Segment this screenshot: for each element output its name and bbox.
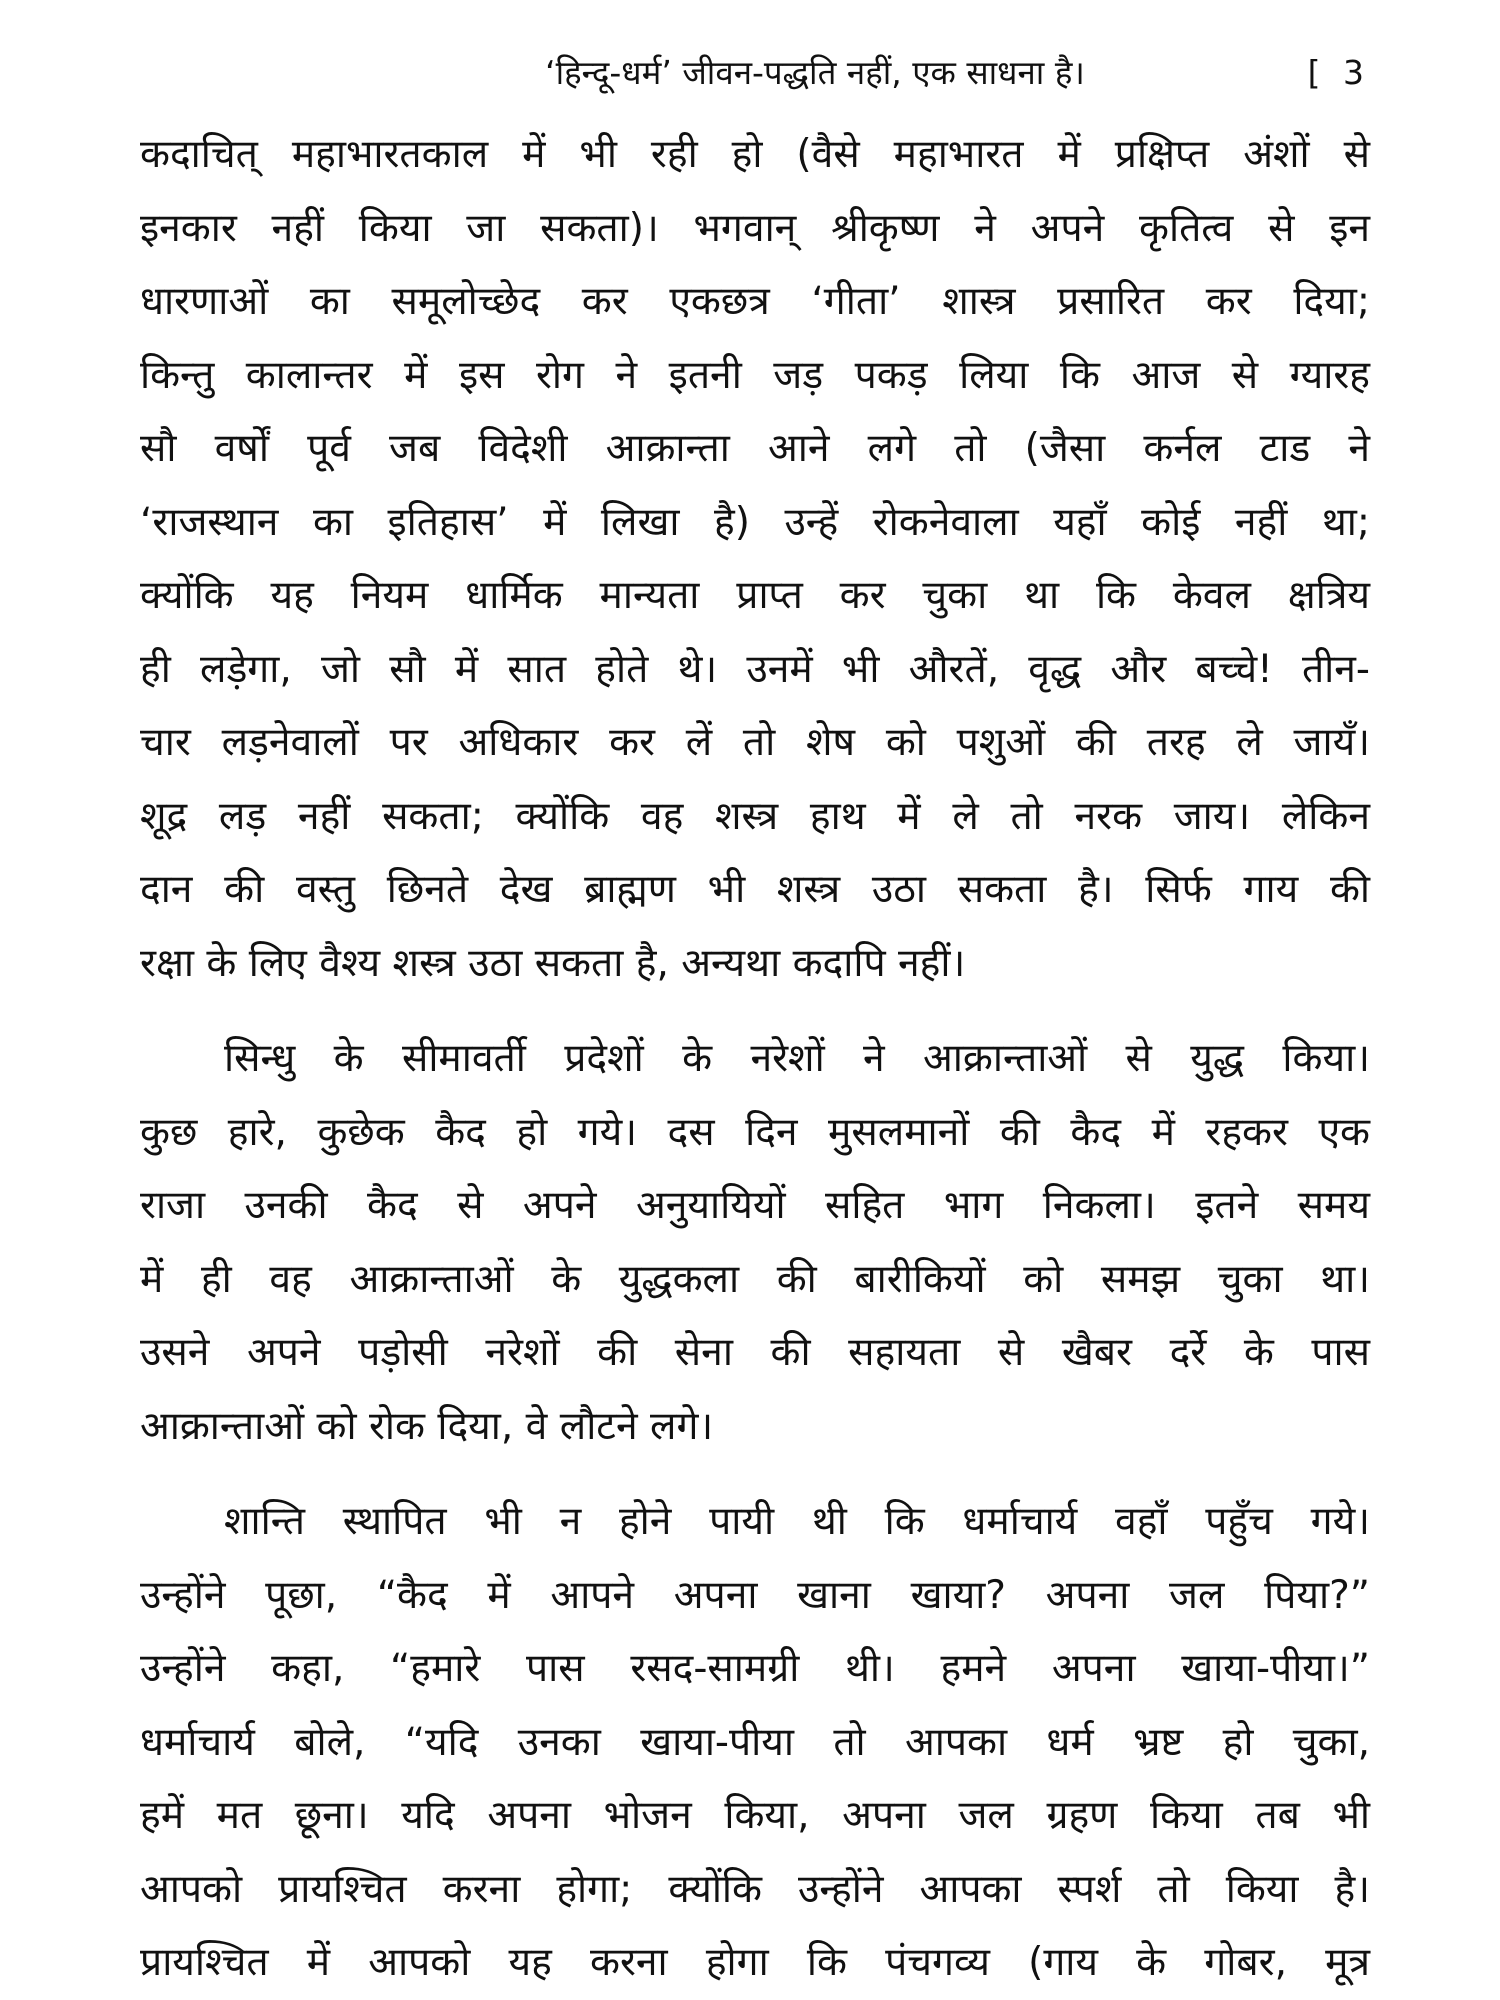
text-line: रक्षा के लिए वैश्य शस्त्र उठा सकता है, अन्यथा कदापि नहीं। bbox=[140, 940, 966, 986]
text-line: शूद्र लड़ नहीं सकता; क्योंकि वह शस्त्र हाथ में ले तो नरक जाय। लेकिन bbox=[140, 793, 1370, 839]
text-line: कुछ हारे, कुछेक कैद हो गये। दस दिन मुसलमानों की कैद में रहकर एक bbox=[140, 1109, 1370, 1155]
text-line: उन्होंने कहा, “हमारे पास रसद-सामग्री थी। हमने अपना खाया-पीया।” bbox=[140, 1646, 1370, 1691]
running-title: ‘हिन्दू-धर्म’ जीवन-पद्धति नहीं, एक साधना है। bbox=[545, 53, 1085, 92]
text-line: में ही वह आक्रान्ताओं के युद्धकला की बारीकियों को समझ चुका था। bbox=[140, 1256, 1370, 1302]
text-line: ही लड़ेगा, जो सौ में सात होते थे। उनमें भी औरतें, वृद्ध और बच्चे! तीन- bbox=[140, 646, 1370, 692]
text-line: उन्होंने पूछा, “कैद में आपने अपना खाना खाया? अपना जल पिया?” bbox=[140, 1572, 1370, 1618]
text-line: दान की वस्तु छिनते देख ब्राह्मण भी शस्त्र उठा सकता है। सिर्फ गाय की bbox=[140, 867, 1370, 912]
paragraph-1 bbox=[140, 118, 1370, 1000]
text-line: ‘राजस्थान का इतिहास’ में लिखा है) उन्हें रोकनेवाला यहाँ कोई नहीं था; bbox=[140, 499, 1370, 545]
text-line: आपको प्रायश्चित करना होगा; क्योंकि उन्होंने आपका स्पर्श तो किया है। bbox=[140, 1866, 1370, 1912]
text-line: हमें मत छूना। यदि अपना भोजन किया, अपना जल ग्रहण किया तब भी bbox=[140, 1793, 1370, 1838]
body-text bbox=[140, 118, 1370, 2000]
page-number: [ 3 bbox=[1307, 53, 1370, 92]
text-line: धारणाओं का समूलोच्छेद कर एकछत्र ‘गीता’ शास्त्र प्रसारित कर दिया; bbox=[140, 279, 1370, 324]
text-line: इनकार नहीं किया जा सकता)। भगवान् श्रीकृष्ण ने अपने कृतित्व से इन bbox=[140, 205, 1370, 251]
paragraph-2 bbox=[140, 1022, 1370, 1463]
text-line: धर्माचार्य बोले, “यदि उनका खाया-पीया तो आपका धर्म भ्रष्ट हो चुका, bbox=[140, 1719, 1370, 1765]
paragraph-3 bbox=[140, 1485, 1370, 2000]
text-line: सौ वर्षों पूर्व जब विदेशी आक्रान्ता आने लगे तो (जैसा कर्नल टाड ने bbox=[140, 426, 1370, 471]
text-line: आक्रान्ताओं को रोक दिया, वे लौटने लगे। bbox=[140, 1403, 714, 1449]
text-line: शान्ति स्थापित भी न होने पायी थी कि धर्माचार्य वहाँ पहुँच गये। bbox=[224, 1499, 1370, 1544]
text-line: सिन्धु के सीमावर्ती प्रदेशों के नरेशों ने आक्रान्ताओं से युद्ध किया। bbox=[224, 1036, 1370, 1081]
text-line: किन्तु कालान्तर में इस रोग ने इतनी जड़ पकड़ लिया कि आज से ग्यारह bbox=[140, 352, 1370, 398]
text-line: चार लड़नेवालों पर अधिकार कर लें तो शेष को पशुओं की तरह ले जायँ। bbox=[140, 720, 1370, 765]
text-line: क्योंकि यह नियम धार्मिक मान्यता प्राप्त कर चुका था कि केवल क्षत्रिय bbox=[140, 573, 1370, 618]
text-line: राजा उनकी कैद से अपने अनुयायियों सहित भाग निकला। इतने समय bbox=[140, 1183, 1370, 1228]
text-line: उसने अपने पड़ोसी नरेशों की सेना की सहायता से खैबर दर्रे के पास bbox=[140, 1330, 1370, 1375]
page-header bbox=[140, 48, 1370, 98]
text-line: प्रायश्चित में आपको यह करना होगा कि पंचगव्य (गाय के गोबर, मूत्र bbox=[140, 1940, 1370, 1985]
text-line: कदाचित् महाभारतकाल में भी रही हो (वैसे महाभारत में प्रक्षिप्त अंशों से bbox=[140, 132, 1370, 177]
